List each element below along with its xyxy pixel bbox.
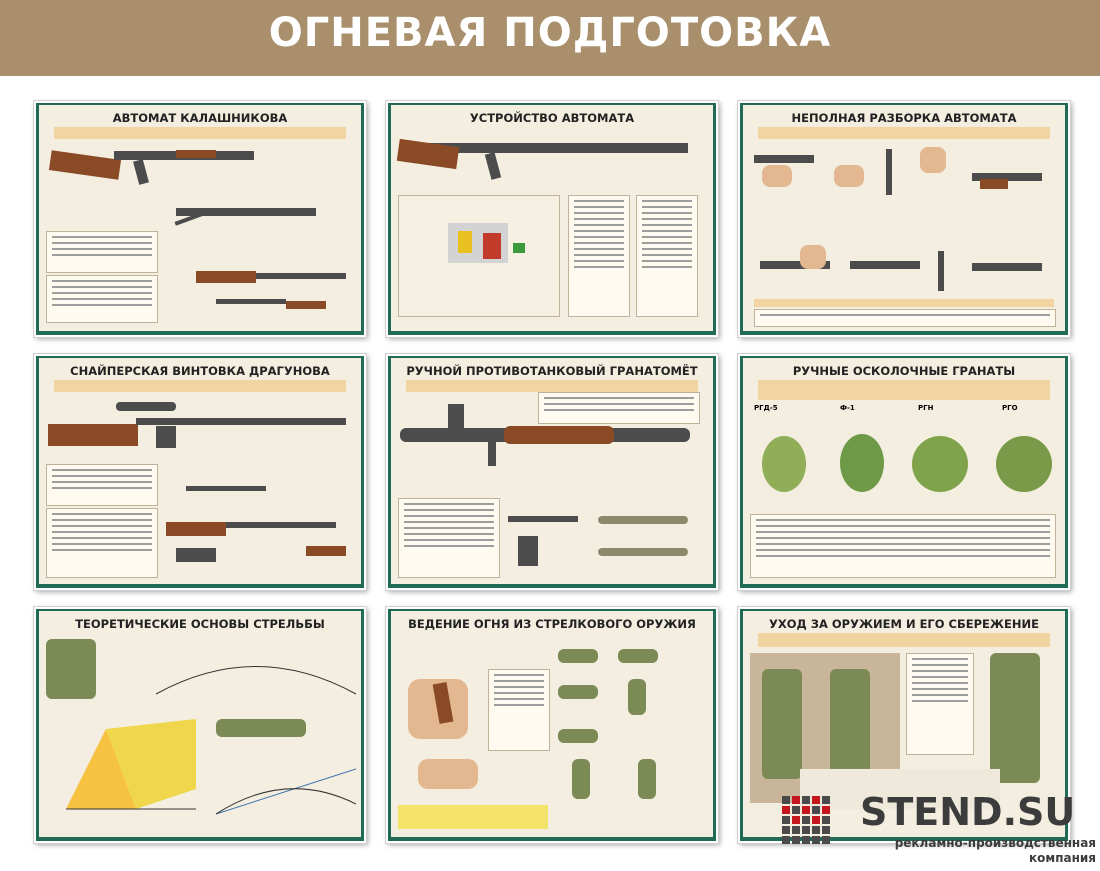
poster-ak <box>34 101 366 337</box>
soldier <box>628 679 646 715</box>
rules-block <box>488 669 550 751</box>
poster-svd <box>34 354 366 590</box>
intro-band <box>758 127 1050 139</box>
parts-bolt <box>216 299 286 304</box>
intro-band <box>758 380 1050 400</box>
rifle-stock <box>49 150 121 180</box>
poster-rifle-device <box>386 101 718 337</box>
grenade-label: Ф-1 <box>840 404 855 412</box>
svd-part <box>306 546 346 556</box>
soldier <box>558 729 598 743</box>
hand <box>834 165 864 187</box>
grenade-table <box>750 514 1056 578</box>
poster-title: РУЧНОЙ ПРОТИВОТАНКОВЫЙ ГРАНАТОМЁТ <box>406 364 698 378</box>
yellow-note <box>398 805 548 829</box>
svd-specs <box>46 508 158 578</box>
intro-band <box>54 127 346 139</box>
parts-barrel <box>256 273 346 279</box>
rpg-sight-text <box>538 392 700 424</box>
parts-handguard <box>286 301 326 309</box>
soldier <box>558 649 598 663</box>
cutaway-magazine <box>485 152 501 180</box>
rpg-grip <box>488 442 496 466</box>
rpg-round <box>598 516 688 524</box>
poster-disassembly <box>738 101 1070 337</box>
assembly-band <box>754 299 1054 307</box>
svd-magazine <box>156 426 176 448</box>
step-2 <box>886 149 892 195</box>
rifle-magazine <box>133 159 149 185</box>
poster-title: УХОД ЗА ОРУЖИЕМ И ЕГО СБЕРЕЖЕНИЕ <box>769 617 1039 631</box>
soldier <box>830 669 870 779</box>
rpg-specs <box>398 498 500 578</box>
soldier <box>638 759 656 799</box>
step-6 <box>938 251 944 291</box>
soldier <box>46 639 96 699</box>
brand-name: STEND.SU <box>860 790 1076 834</box>
hand-cartridges <box>418 759 478 789</box>
brand-watermark <box>770 790 1100 871</box>
soldier <box>558 685 598 699</box>
svd-part <box>226 522 336 528</box>
rpg-part <box>508 516 578 522</box>
mechanism-part-yellow <box>458 231 472 253</box>
svd-part <box>186 486 266 491</box>
specs-block <box>46 231 158 273</box>
poster-title: ВЕДЕНИЕ ОГНЯ ИЗ СТРЕЛКОВОГО ОРУЖИЯ <box>408 617 696 631</box>
mechanism-part-red <box>483 233 501 259</box>
poster-theory <box>34 607 366 843</box>
intro-band <box>758 633 1050 647</box>
step-3-stock <box>980 179 1008 189</box>
poster-title: РУЧНЫЕ ОСКОЛОЧНЫЕ ГРАНАТЫ <box>792 364 1016 378</box>
specs-block <box>46 275 158 323</box>
rpg-part <box>518 536 538 566</box>
soldier <box>762 669 802 779</box>
svd-stock <box>48 424 138 446</box>
grenade-rgn <box>912 436 968 492</box>
soldier <box>618 649 658 663</box>
step-1 <box>754 155 814 163</box>
pressure-graph <box>46 709 206 819</box>
soldier <box>572 759 590 799</box>
page-header <box>0 0 1100 76</box>
poster-title: ТЕОРЕТИЧЕСКИЕ ОСНОВЫ СТРЕЛЬБЫ <box>75 617 325 631</box>
hand <box>920 147 946 173</box>
trajectory-elements <box>216 759 356 819</box>
grenade-rgd5 <box>762 436 806 492</box>
rpg-sight <box>448 404 464 428</box>
grenade-f1 <box>840 434 884 492</box>
svd-barrel <box>136 418 346 425</box>
grenade-label: РГД-5 <box>754 404 778 412</box>
rifle-handguard <box>176 150 216 158</box>
poster-title: УСТРОЙСТВО АВТОМАТА <box>469 111 635 125</box>
page-title: ОГНЕВАЯ ПОДГОТОВКА <box>268 10 832 56</box>
rules-list <box>906 653 974 755</box>
mechanism-part-green <box>513 243 525 253</box>
intro-band <box>406 380 698 392</box>
brand-tagline <box>871 836 1096 866</box>
grenade-label: РГО <box>1002 404 1018 412</box>
poster-title: СНАЙПЕРСКАЯ ВИНТОВКА ДРАГУНОВА <box>70 364 330 378</box>
hand <box>800 245 826 269</box>
poster-firing <box>386 607 718 843</box>
intro-band <box>54 380 346 392</box>
soldier <box>990 653 1040 783</box>
parts-legend <box>568 195 630 317</box>
rpg-heat-guard <box>504 426 614 444</box>
assembly-list <box>754 309 1056 327</box>
svd-part <box>176 548 216 562</box>
brand-tagline-line2: компания <box>1029 851 1096 865</box>
parts-stock <box>196 271 256 283</box>
brand-tagline-line1: рекламно-производственная <box>894 836 1096 850</box>
rpg-round <box>598 548 688 556</box>
hand <box>762 165 792 187</box>
svd-scope <box>116 402 176 411</box>
poster-title: НЕПОЛНАЯ РАЗБОРКА АВТОМАТА <box>791 111 1017 125</box>
grenade-label: РГН <box>918 404 934 412</box>
trajectory-diagram <box>156 649 356 699</box>
grenade-rgo <box>996 436 1052 492</box>
parts-legend <box>636 195 698 317</box>
svd-part <box>166 522 226 536</box>
poster-grenades <box>738 354 1070 590</box>
poster-title: АВТОМАТ КАЛАШНИКОВА <box>112 111 288 125</box>
prone-soldier <box>216 719 306 737</box>
poster-rpg <box>386 354 718 590</box>
step-7 <box>972 263 1042 271</box>
brand-logo-icon <box>782 796 832 846</box>
svd-kit <box>46 464 158 506</box>
step-5 <box>850 261 920 269</box>
